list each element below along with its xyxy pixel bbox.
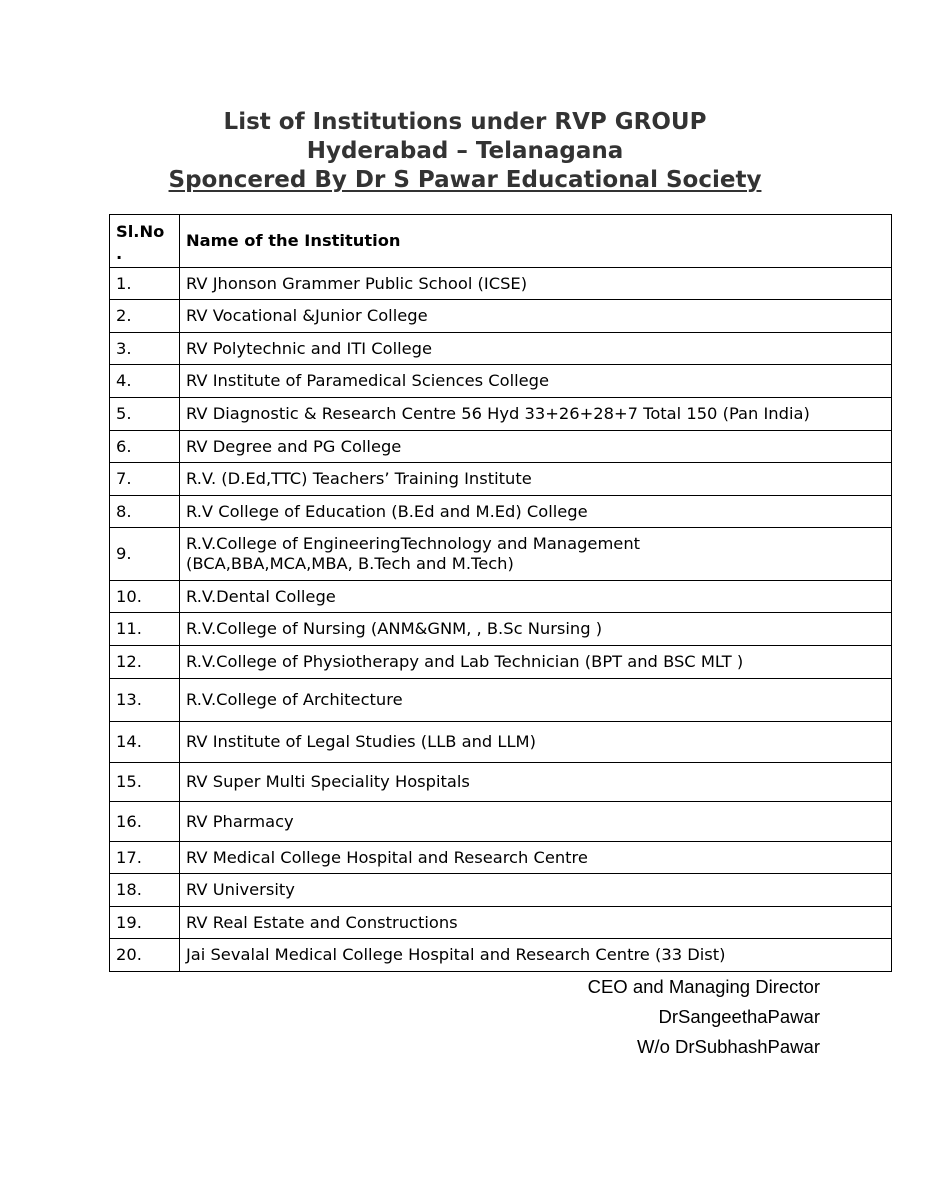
table-row — [110, 613, 892, 646]
serial-number-cell: 1. — [110, 268, 180, 300]
serial-number-cell: 7. — [110, 463, 180, 496]
serial-number-cell: 20. — [110, 939, 180, 972]
table-row — [110, 874, 892, 907]
institution-name-cell: R.V College of Education (B.Ed and M.Ed) College — [180, 496, 892, 528]
institution-name-cell: R.V.College of Architecture — [180, 679, 892, 722]
institution-name-cell: RV Pharmacy — [180, 802, 892, 842]
table-row — [110, 679, 892, 722]
institution-name-cell: R.V.College of Nursing (ANM&GNM, , B.Sc Nursing ) — [180, 613, 892, 646]
institution-name-line2: (BCA,BBA,MCA,MBA, B.Tech and M.Tech) — [186, 554, 514, 573]
institution-name-cell: RV Degree and PG College — [180, 431, 892, 463]
institution-name-cell — [180, 528, 892, 581]
serial-number-cell: 12. — [110, 646, 180, 679]
table-row — [110, 646, 892, 679]
institution-name-cell: R.V.College of Physiotherapy and Lab Technician (BPT and BSC MLT ) — [180, 646, 892, 679]
serial-number-cell: 6. — [110, 431, 180, 463]
table-row — [110, 365, 892, 398]
serial-number-cell: 2. — [110, 300, 180, 333]
column-header-name: Name of the Institution — [180, 215, 892, 268]
institution-name-line1: R.V.College of EngineeringTechnology and Management — [186, 534, 641, 553]
serial-number-cell: 18. — [110, 874, 180, 907]
table-row — [110, 581, 892, 613]
serial-number-cell: 17. — [110, 842, 180, 874]
sponsor-text: Sponcered By Dr S Pawar Educational Society — [168, 167, 762, 193]
institution-name-cell: RV Institute of Legal Studies (LLB and LLM) — [180, 722, 892, 763]
institution-name-cell: R.V. (D.Ed,TTC) Teachers’ Training Institute — [180, 463, 892, 496]
table-row — [110, 802, 892, 842]
institution-name-cell: RV Institute of Paramedical Sciences College — [180, 365, 892, 398]
serial-number-cell: 8. — [110, 496, 180, 528]
serial-number-cell: 13. — [110, 679, 180, 722]
serial-number-cell: 15. — [110, 763, 180, 802]
institution-name-cell: RV Super Multi Speciality Hospitals — [180, 763, 892, 802]
institution-name-cell: RV Polytechnic and ITI College — [180, 333, 892, 365]
institution-name-cell: Jai Sevalal Medical College Hospital and Research Centre (33 Dist) — [180, 939, 892, 972]
table-row — [110, 398, 892, 431]
column-header-serial: Sl.No . — [110, 215, 180, 268]
table-row — [110, 722, 892, 763]
serial-number-cell: 5. — [110, 398, 180, 431]
table-row — [110, 496, 892, 528]
serial-number-cell: 19. — [110, 907, 180, 939]
table-row — [110, 333, 892, 365]
serial-number-cell: 11. — [110, 613, 180, 646]
document-title: List of Institutions under RVP GROUP — [223, 109, 707, 135]
serial-number-cell: 3. — [110, 333, 180, 365]
signature-relation: W/o DrSubhashPawar — [636, 1036, 820, 1057]
signature-designation: CEO and Managing Director — [587, 976, 820, 997]
table-row — [110, 907, 892, 939]
serial-number-cell: 16. — [110, 802, 180, 842]
table-row — [110, 842, 892, 874]
table-row — [110, 939, 892, 972]
signature-block — [588, 972, 820, 1062]
table-row — [110, 431, 892, 463]
table-row — [110, 463, 892, 496]
serial-number-cell: 4. — [110, 365, 180, 398]
table-row — [110, 300, 892, 333]
institution-name-cell: R.V.Dental College — [180, 581, 892, 613]
institution-name-cell: RV University — [180, 874, 892, 907]
serial-number-cell: 14. — [110, 722, 180, 763]
table-row — [110, 268, 892, 300]
document-sponsor-line — [0, 166, 930, 195]
signature-name: DrSangeethaPawar — [658, 1006, 820, 1027]
institution-name-cell: RV Vocational &Junior College — [180, 300, 892, 333]
serial-number-cell: 9. — [110, 528, 180, 581]
table-row — [110, 528, 892, 581]
institution-name-cell: RV Medical College Hospital and Research Centre — [180, 842, 892, 874]
institution-name-cell: RV Real Estate and Constructions — [180, 907, 892, 939]
serial-number-cell: 10. — [110, 581, 180, 613]
document-location: Hyderabad – Telanagana — [306, 138, 624, 164]
institution-name-cell: RV Jhonson Grammer Public School (ICSE) — [180, 268, 892, 300]
institutions-table — [109, 214, 892, 972]
document-header — [0, 108, 930, 195]
institution-name-cell: RV Diagnostic & Research Centre 56 Hyd 33+26+28+7 Total 150 (Pan India) — [180, 398, 892, 431]
table-row — [110, 763, 892, 802]
table-header-row — [110, 215, 892, 268]
